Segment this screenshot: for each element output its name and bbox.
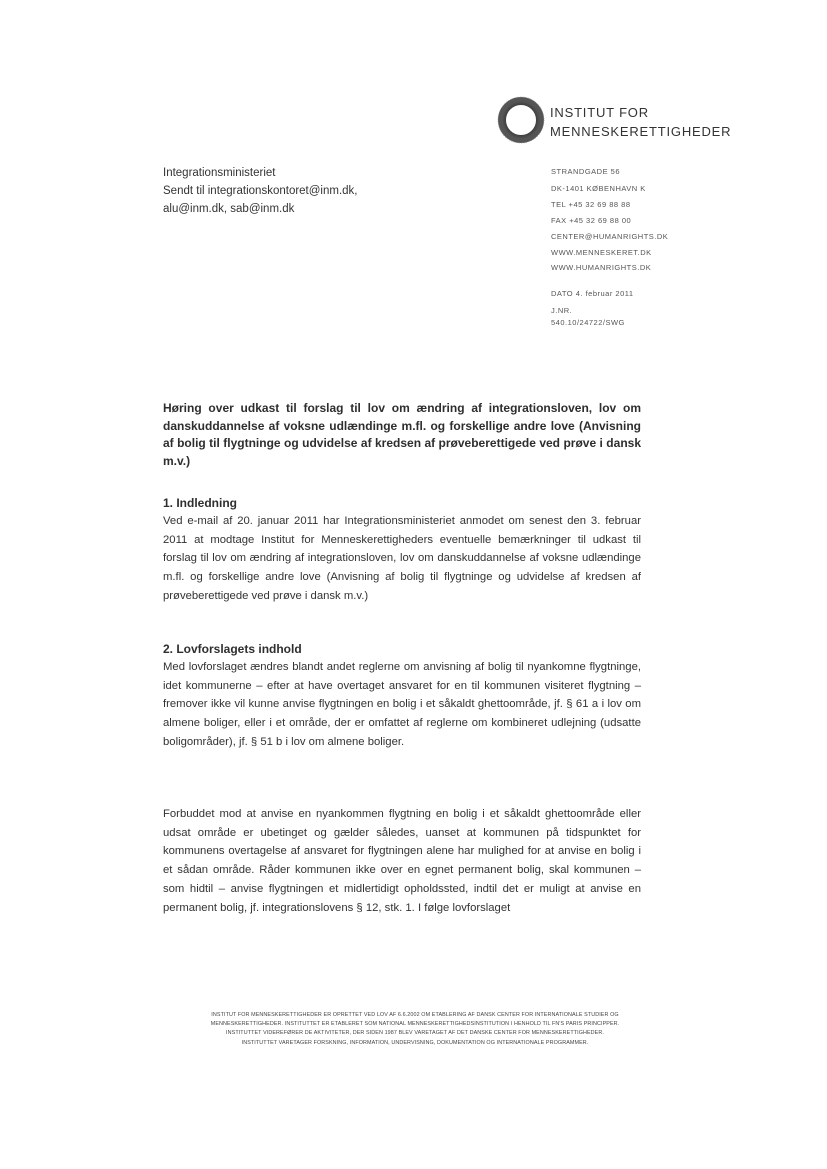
- ring-logo-icon: [497, 96, 545, 144]
- contact-jnr: 540.10/24722/SWG: [551, 318, 625, 327]
- contact-web2: WWW.HUMANRIGHTS.DK: [551, 263, 652, 272]
- contact-date: DATO 4. februar 2011: [551, 289, 634, 298]
- contact-fax: FAX +45 32 69 88 00: [551, 216, 632, 225]
- logo-text-line2: MENNESKERETTIGHEDER: [550, 124, 732, 139]
- addressee-line2: Sendt til integrationskontoret@inm.dk,: [163, 185, 358, 197]
- addressee-line1: Integrationsministeriet: [163, 167, 276, 179]
- section1-heading: 1. Indledning: [163, 496, 237, 510]
- section2-paragraph2: Forbuddet mod at anvise en nyankommen flygtning en bolig i et såkaldt ghettoområde eller udsat område er ubetinget og gælder således, uanset at kommunen på tidspunktet for kommunens overtagelse af ansvaret for flygtningen alene har mulighed for at anvise en bolig i et sådan område. Råder kommunen ikke over en egnet permanent bolig, skal kommunen – som hidtil – anvise flygtningen et midlertidigt opholdssted, indtil det er muligt at anvise en permanent bolig, jf. integrationslovens § 12, stk. 1. I følge lovforslaget: [163, 808, 641, 914]
- footer-line4: INSTITUTTET VARETAGER FORSKNING, INFORMATION, UNDERVISNING, DOKUMENTATION OG INTERNATIONALE PROGRAMMER.: [241, 1039, 589, 1046]
- section2-heading: 2. Lovforslagets indhold: [163, 642, 302, 656]
- contact-email: CENTER@HUMANRIGHTS.DK: [551, 232, 669, 241]
- addressee-line3: alu@inm.dk, sab@inm.dk: [163, 203, 295, 215]
- contact-address1: STRANDGADE 56: [551, 167, 621, 176]
- document-title: Høring over udkast til forslag til lov om ændring af integrationsloven, lov om danskuddannelse af voksne udlændinge m.fl. og forskellige andre love (Anvisning af bolig til flygtninge og udvidelse af kredsen af prøveberettigede ved prøve i dansk m.v.): [163, 401, 641, 468]
- contact-tel: TEL +45 32 69 88 88: [551, 200, 631, 209]
- page-footer: [160, 1011, 670, 1048]
- logo-text-line1: INSTITUT FOR: [550, 105, 649, 120]
- contact-web1: WWW.MENNESKERET.DK: [551, 248, 652, 257]
- footer-line1: INSTITUT FOR MENNESKERETTIGHEDER ER OPRETTET VED LOV AF 6.6.2002 OM ETABLERING AF DANSK CENTER FOR INTERNATIONALE STUDIER OG: [211, 1012, 619, 1018]
- institute-logo: [497, 96, 747, 146]
- footer-line3: INSTITUTTET VIDEREFØRER DE AKTIVITETER, DER SIDEN 1987 BLEV VARETAGET AF DET DANSKE CENTER FOR MENNESKERETTIGHEDER.: [226, 1030, 604, 1037]
- contact-address2: DK-1401 KØBENHAVN K: [551, 184, 646, 193]
- section2-paragraph1: Med lovforslaget ændres blandt andet reglerne om anvisning af bolig til nyankomne flygtninge, idet kommunerne – efter at have overtaget ansvaret for en til kommunen visiteret flygtning – fremover ikke vil kunne anvise flygtningen en bolig i et såkaldt ghettoområde, jf. § 61 a i lov om almene boliger, eller i et område, der er omfattet af reglerne om kombineret udlejning (udsatte boligområder), jf. § 51 b i lov om almene boliger.: [163, 661, 641, 748]
- section1-paragraph: Ved e-mail af 20. januar 2011 har Integrationsministeriet anmodet om senest den 3. februar 2011 at modtage Institut for Menneskerettigheders eventuelle bemærkninger til udkast til forslag til lov om ændring af integrationsloven, lov om danskuddannelse af voksne udlændinge m.fl. og forskellige andre love (Anvisning af bolig til flygtninge og udvidelse af kredsen af prøveberettigede ved prøve i dansk m.v.): [163, 515, 641, 602]
- contact-jnr-label: J.NR.: [551, 306, 573, 315]
- footer-line2: MENNESKERETTIGHEDER. INSTITUTTET ER ETABLERET SOM NATIONAL MENNESKERETTIGHEDSINSTITUTION I HENHOLD TIL FN'S PARIS PRINCIPPER.: [210, 1021, 620, 1028]
